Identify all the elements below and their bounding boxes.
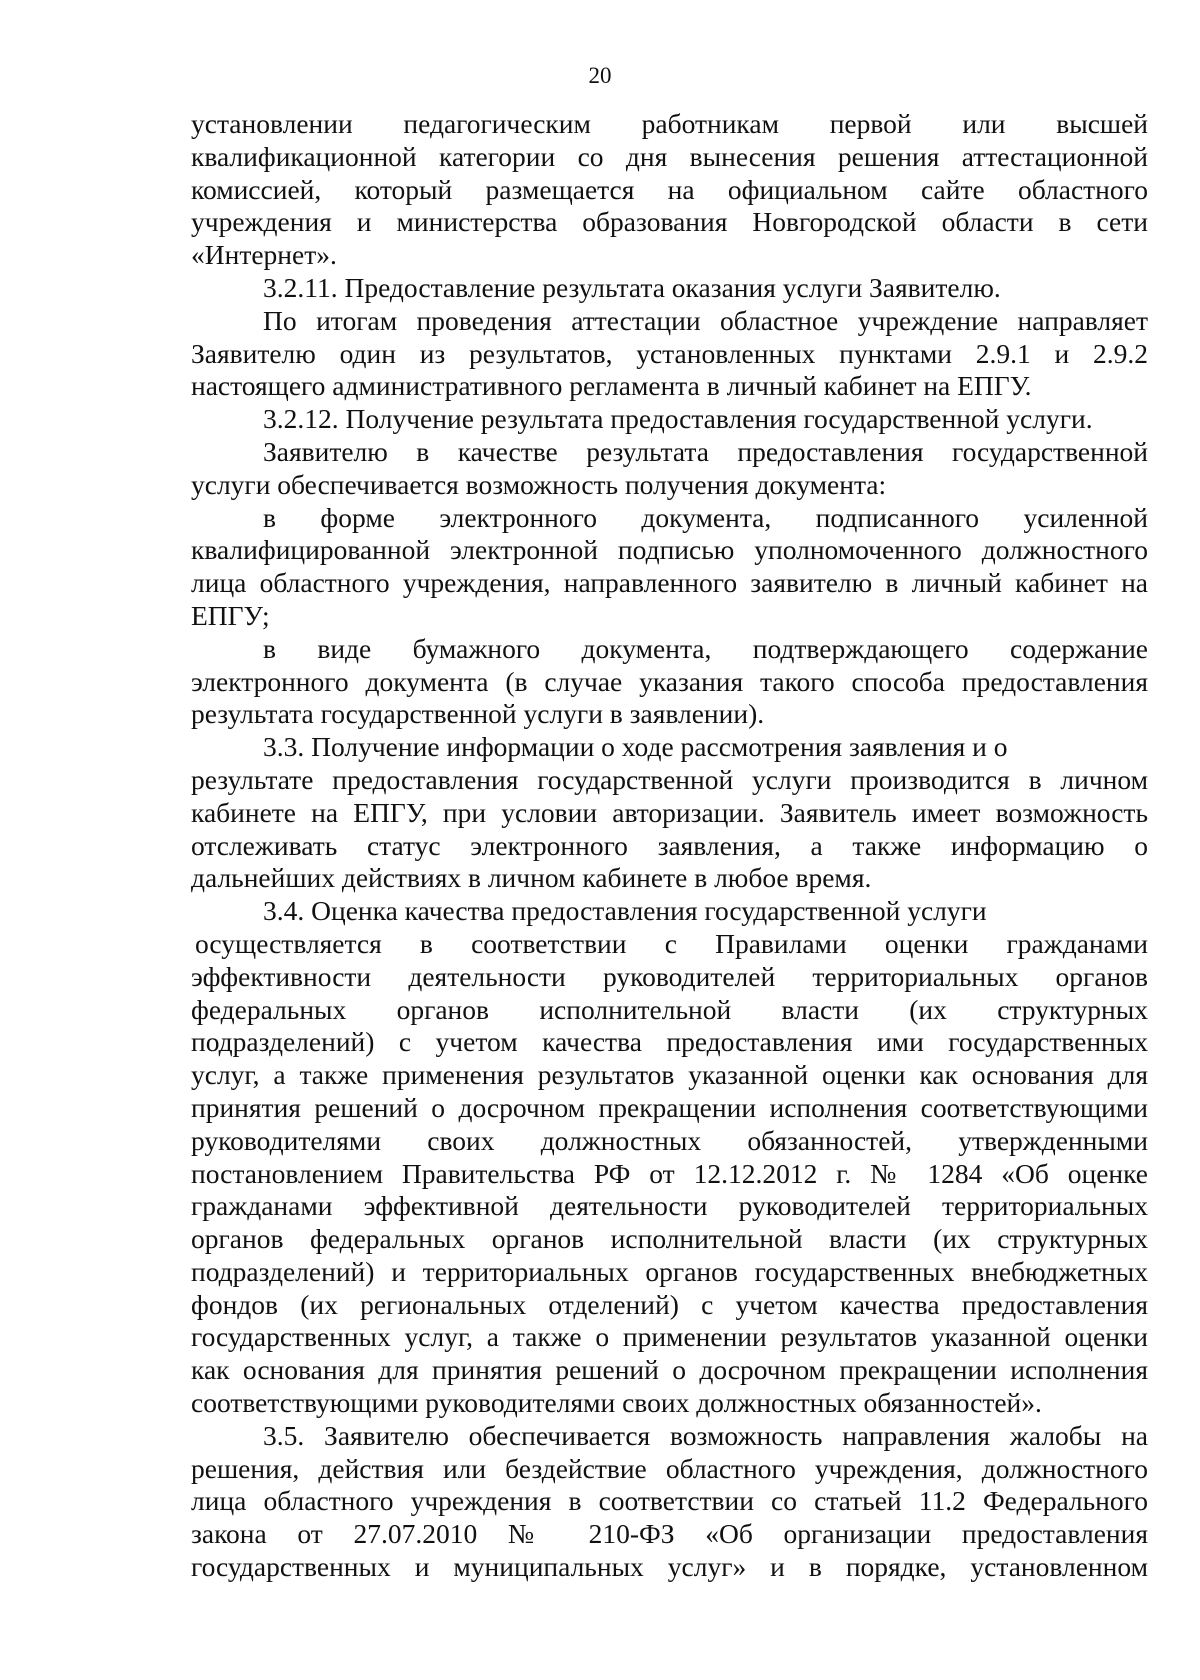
- text-line: осуществляется в соответствии с Правилами оценки гражданами: [195, 927, 1148, 959]
- text-line: федеральных органов исполнительной власти (их структурных: [191, 993, 1148, 1025]
- page-number: 20: [588, 63, 612, 88]
- text-line: отслеживать статус электронного заявления, а также информацию о: [191, 829, 1148, 861]
- text-line: учреждения и министерства образования Новгородской области в сети: [191, 206, 1148, 238]
- text-line: услуги обеспечивается возможность получения документа:: [191, 468, 887, 500]
- text-line: кабинете на ЕПГУ, при условии авторизации. Заявитель имеет возможность: [191, 796, 1148, 828]
- text-line: 3.5. Заявителю обеспечивается возможность направления жалобы на: [263, 1419, 1148, 1451]
- text-line: электронного документа (в случае указания такого способа предоставления: [191, 665, 1148, 697]
- text-line: как основания для принятия решений о досрочном прекращении исполнения: [191, 1354, 1148, 1386]
- text-line: услуг, а также применения результатов указанной оценки как основания для: [191, 1059, 1148, 1091]
- text-line: фондов (их региональных отделений) с учетом качества предоставления: [191, 1288, 1148, 1320]
- text-line: подразделений) с учетом качества предоставления ими государственных: [191, 1026, 1148, 1058]
- text-line: принятия решений о досрочном прекращении исполнения соответствующими: [191, 1091, 1148, 1123]
- text-line: в виде бумажного документа, подтверждающего содержание: [263, 632, 1148, 664]
- text-line: органов федеральных органов исполнительной власти (их структурных: [191, 1223, 1148, 1255]
- text-line: По итогам проведения аттестации областное учреждение направляет: [263, 304, 1148, 336]
- text-line: 3.2.12. Получение результата предоставления государственной услуги.: [263, 403, 1093, 435]
- text-line: эффективности деятельности руководителей территориальных органов: [191, 960, 1148, 992]
- text-line: результате предоставления государственной услуги производится в личном: [191, 763, 1148, 795]
- text-line: постановлением Правительства РФ от 12.12.2012 г. № 1284 «Об оценке: [191, 1157, 1148, 1189]
- text-line: дальнейших действиях в личном кабинете в любое время.: [191, 862, 872, 894]
- text-line: ЕПГУ;: [191, 599, 270, 631]
- text-line: в форме электронного документа, подписанного усиленной: [263, 501, 1148, 533]
- text-line: установлении педагогическим работникам первой или высшей: [191, 108, 1148, 139]
- text-line: государственных услуг, а также о применении результатов указанной оценки: [191, 1321, 1148, 1353]
- text-line: государственных и муниципальных услуг» и в порядке, установленном: [191, 1551, 1148, 1583]
- document-body: [191, 108, 1148, 1584]
- text-line: результата государственной услуги в заявлении).: [191, 698, 765, 730]
- text-line: подразделений) и территориальных органов государственных внебюджетных: [191, 1255, 1148, 1287]
- text-line: решения, действия или бездействие областного учреждения, должностного: [191, 1452, 1148, 1484]
- text-line: комиссией, который размещается на официальном сайте областного: [191, 173, 1148, 205]
- text-line: 3.4. Оценка качества предоставления государственной услуги: [263, 895, 987, 927]
- text-line: соответствующими руководителями своих должностных обязанностей».: [191, 1387, 1042, 1419]
- text-line: «Интернет».: [191, 239, 337, 271]
- text-line: руководителями своих должностных обязанностей, утвержденными: [191, 1124, 1148, 1156]
- text-line: 3.2.11. Предоставление результата оказания услуги Заявителю.: [263, 271, 1001, 303]
- text-line: Заявителю один из результатов, установленных пунктами 2.9.1 и 2.9.2: [191, 337, 1148, 369]
- text-line: 3.3. Получение информации о ходе рассмотрения заявления и о: [263, 731, 1008, 763]
- text-line: лица областного учреждения в соответствии со статьей 11.2 Федерального: [191, 1485, 1148, 1517]
- text-line: квалификационной категории со дня вынесения решения аттестационной: [191, 140, 1148, 172]
- text-line: гражданами эффективной деятельности руководителей территориальных: [191, 1190, 1148, 1222]
- text-line: квалифицированной электронной подписью уполномоченного должностного: [191, 534, 1148, 566]
- text-line: лица областного учреждения, направленного заявителю в личный кабинет на: [191, 567, 1148, 599]
- text-line: Заявителю в качестве результата предоставления государственной: [263, 435, 1148, 467]
- text-line: настоящего административного регламента в личный кабинет на ЕПГУ.: [191, 370, 1032, 402]
- text-line: закона от 27.07.2010 № 210-ФЗ «Об организации предоставления: [191, 1518, 1148, 1550]
